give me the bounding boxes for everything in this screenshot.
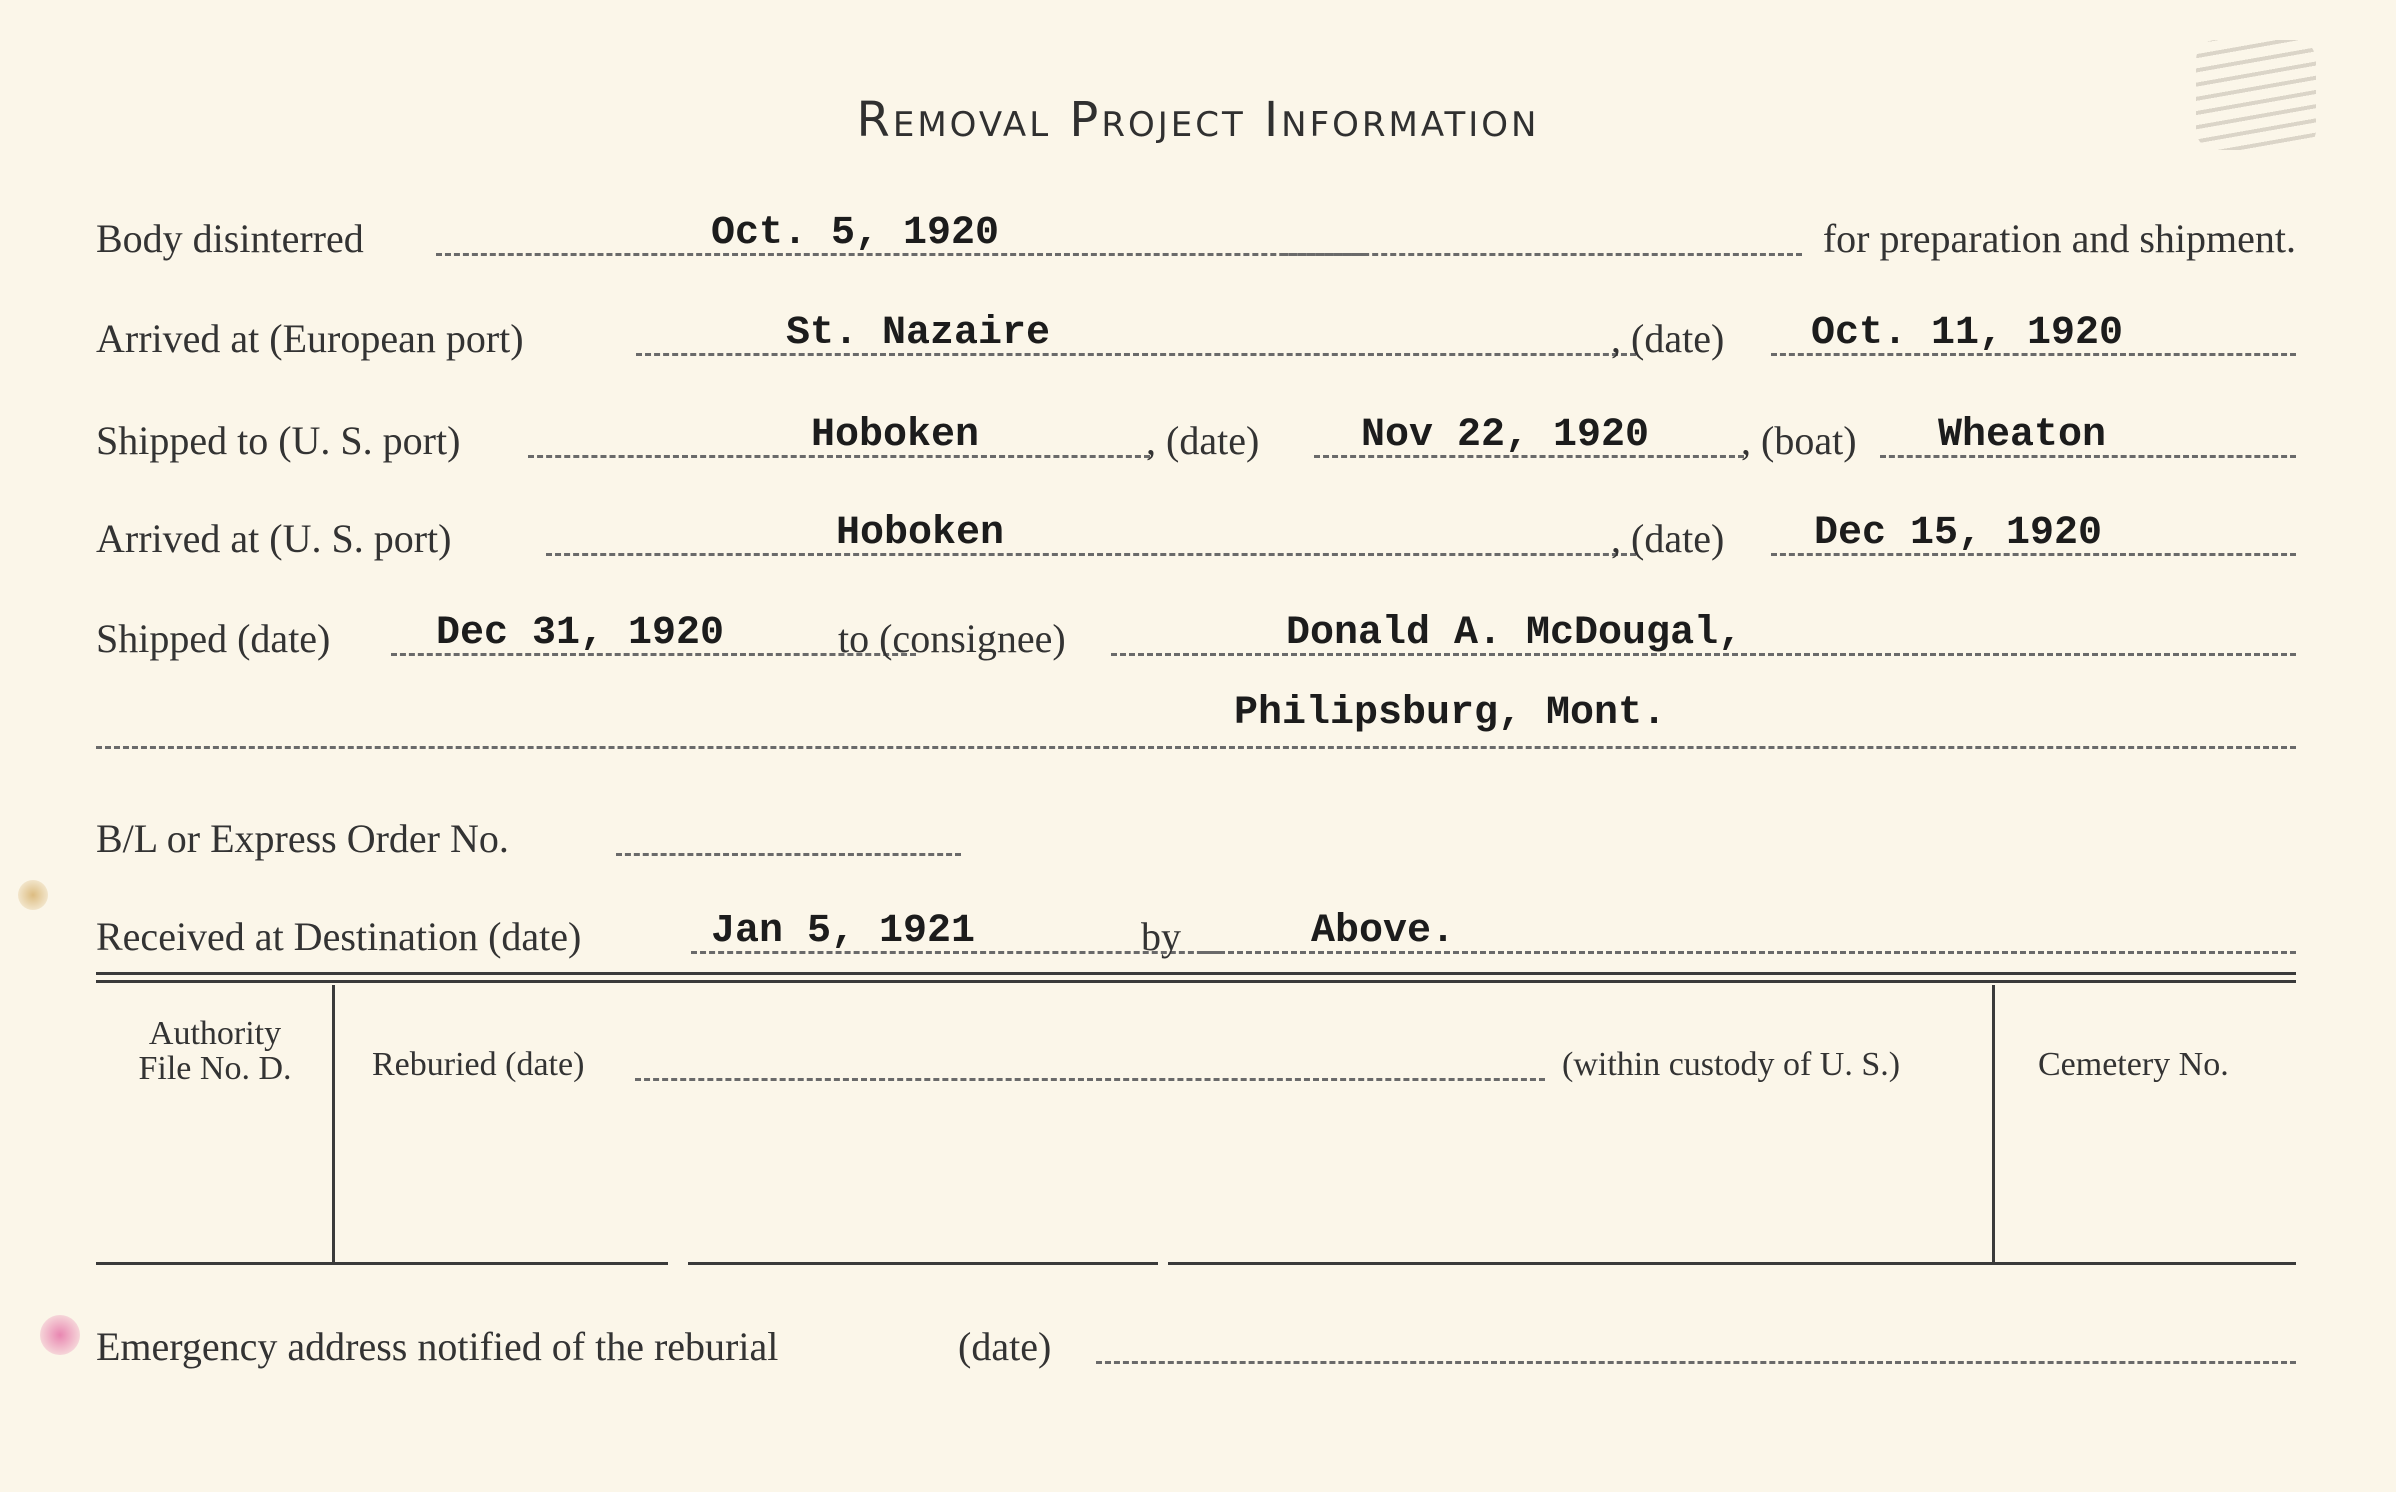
emergency-label: Emergency address notified of the reburial bbox=[96, 1324, 779, 1369]
disinterred-label: Body disinterred bbox=[96, 216, 364, 261]
arrived-european-date: Oct. 11, 1920 bbox=[1811, 311, 2124, 356]
shipped-date: Dec 31, 1920 bbox=[436, 611, 725, 656]
row-received bbox=[96, 898, 2296, 968]
table-top-rule-2 bbox=[96, 980, 2296, 983]
emergency-date-label: (date) bbox=[958, 1324, 1052, 1369]
arrived-us-port: Hoboken bbox=[836, 511, 1005, 556]
consignee-label: to (consignee) bbox=[838, 616, 1066, 661]
emergency-date-line bbox=[1096, 1361, 2296, 1364]
consignee-address: Philipsburg, Mont. bbox=[1234, 691, 1667, 736]
arrived-us-date: Dec 15, 1920 bbox=[1814, 511, 2103, 556]
ink-stain bbox=[40, 1315, 80, 1355]
authority-label: Authority bbox=[148, 1015, 282, 1052]
row-bl bbox=[96, 800, 2296, 870]
row-shipped bbox=[96, 600, 2296, 670]
arrived-european-port: St. Nazaire bbox=[786, 311, 1051, 356]
table-divider-right bbox=[1992, 985, 1995, 1263]
row-disinterred bbox=[96, 200, 2296, 270]
authority-file-label: File No. D. bbox=[138, 1050, 292, 1087]
table-bottom-rule-2 bbox=[688, 1262, 1158, 1265]
bl-label: B/L or Express Order No. bbox=[96, 816, 509, 861]
disinterred-line-2 bbox=[1282, 253, 1802, 256]
shipped-us-boat: Wheaton bbox=[1938, 413, 2107, 458]
table-top-rule bbox=[96, 972, 2296, 975]
shipped-date-label: Shipped (date) bbox=[96, 616, 331, 661]
disinterred-date: Oct. 5, 1920 bbox=[711, 211, 1000, 256]
shipped-us-label: Shipped to (U. S. port) bbox=[96, 418, 461, 463]
paper-stain bbox=[18, 880, 48, 910]
reburied-line bbox=[635, 1078, 1545, 1081]
row-shipped-us bbox=[96, 402, 2296, 472]
received-label: Received at Destination (date) bbox=[96, 914, 582, 959]
arrived-us-port-line bbox=[546, 553, 1636, 556]
arrived-european-label: Arrived at (European port) bbox=[96, 316, 524, 361]
arrived-us-label: Arrived at (U. S. port) bbox=[96, 516, 452, 561]
received-by: Above. bbox=[1311, 909, 1456, 954]
row-arrived-european bbox=[96, 300, 2296, 370]
shipped-us-boat-label: , (boat) bbox=[1741, 418, 1857, 463]
custody-label: (within custody of U. S.) bbox=[1562, 1046, 1901, 1083]
row-arrived-us bbox=[96, 500, 2296, 570]
shipped-us-date-label: , (date) bbox=[1146, 418, 1260, 463]
consignee-name: Donald A. McDougal, bbox=[1286, 611, 1743, 656]
disinterred-suffix: for preparation and shipment. bbox=[1822, 216, 2296, 261]
received-by-label: by bbox=[1141, 914, 1181, 959]
arrived-european-date-label: , (date) bbox=[1611, 316, 1725, 361]
cemetery-label: Cemetery No. bbox=[2038, 1046, 2229, 1083]
row-consignee-address bbox=[96, 680, 2296, 750]
bl-line bbox=[616, 853, 961, 856]
row-emergency bbox=[96, 1308, 2296, 1378]
table-bottom-rule-1 bbox=[96, 1262, 668, 1265]
shipped-us-port: Hoboken bbox=[811, 413, 980, 458]
shipped-us-date: Nov 22, 1920 bbox=[1361, 413, 1650, 458]
received-date: Jan 5, 1921 bbox=[711, 909, 976, 954]
table-divider-left bbox=[332, 985, 335, 1263]
consignee-address-line bbox=[96, 746, 2296, 749]
arrived-us-date-label: , (date) bbox=[1611, 516, 1725, 561]
card-title: Removal Project Information bbox=[856, 92, 1540, 148]
reburied-label: Reburied (date) bbox=[372, 1046, 585, 1083]
table-bottom-rule-3 bbox=[1168, 1262, 2296, 1265]
